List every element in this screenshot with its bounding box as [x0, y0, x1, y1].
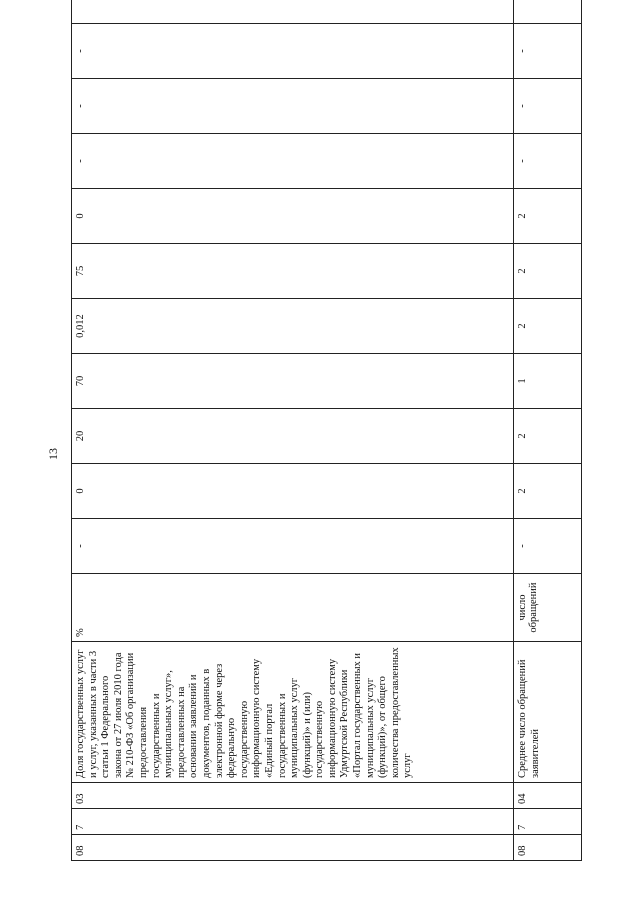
- value-cell: [514, 0, 582, 24]
- indicator-table: [71, 0, 582, 861]
- indicator-unit: %: [72, 574, 514, 642]
- page-number: 13: [46, 448, 60, 460]
- value-cell: -: [72, 519, 514, 574]
- indicator-name: Среднее число обращений заявителей: [514, 642, 582, 783]
- indicator-name: Доля государственных услуг и услуг, указанных в части 3 статьи 1 Федерального закона от 27 июля 2010 года № 210-ФЗ «Об организации предоставления государственных и муниципальных услуг», предоставленных на основании заявлений и документов, поданных в электронной форме через федеральную государственную информационную систему «Единый портал государственных и муниципальных услуг (функций)» и (или) государственную информационную систему Удмуртской Республики «Портал государственных и муниципальных услуг (функций)», от общего количества предоставленных услуг: [72, 642, 514, 783]
- value-cell: 2: [514, 189, 582, 244]
- value-cell: -: [514, 79, 582, 134]
- value-cell: -: [514, 134, 582, 189]
- row-code-3: 03: [72, 783, 514, 809]
- row-code-2: 7: [72, 809, 514, 835]
- indicator-table-container: [71, 41, 581, 861]
- value-cell: 0,012: [72, 299, 514, 354]
- row-code-1: 08: [514, 835, 582, 861]
- value-cell: -: [72, 79, 514, 134]
- value-cell: 70: [72, 354, 514, 409]
- value-cell: -: [514, 24, 582, 79]
- value-cell: -: [72, 24, 514, 79]
- value-cell: 0: [72, 464, 514, 519]
- value-cell: -: [514, 519, 582, 574]
- value-cell: 75: [72, 244, 514, 299]
- table-row: [72, 0, 514, 861]
- value-cell: 20: [72, 409, 514, 464]
- table-row: [514, 0, 582, 861]
- row-code-1: 08: [72, 835, 514, 861]
- row-code-2: 7: [514, 809, 582, 835]
- value-cell: -: [72, 134, 514, 189]
- value-cell: 2: [514, 244, 582, 299]
- value-cell: 0: [72, 189, 514, 244]
- indicator-unit: [514, 574, 582, 642]
- value-cell: 2: [514, 464, 582, 519]
- row-code-3: 04: [514, 783, 582, 809]
- value-cell: [72, 0, 514, 24]
- value-cell: 2: [514, 409, 582, 464]
- value-cell: 2: [514, 299, 582, 354]
- indicator-unit-text: число обращений: [517, 582, 539, 633]
- value-cell: 1: [514, 354, 582, 409]
